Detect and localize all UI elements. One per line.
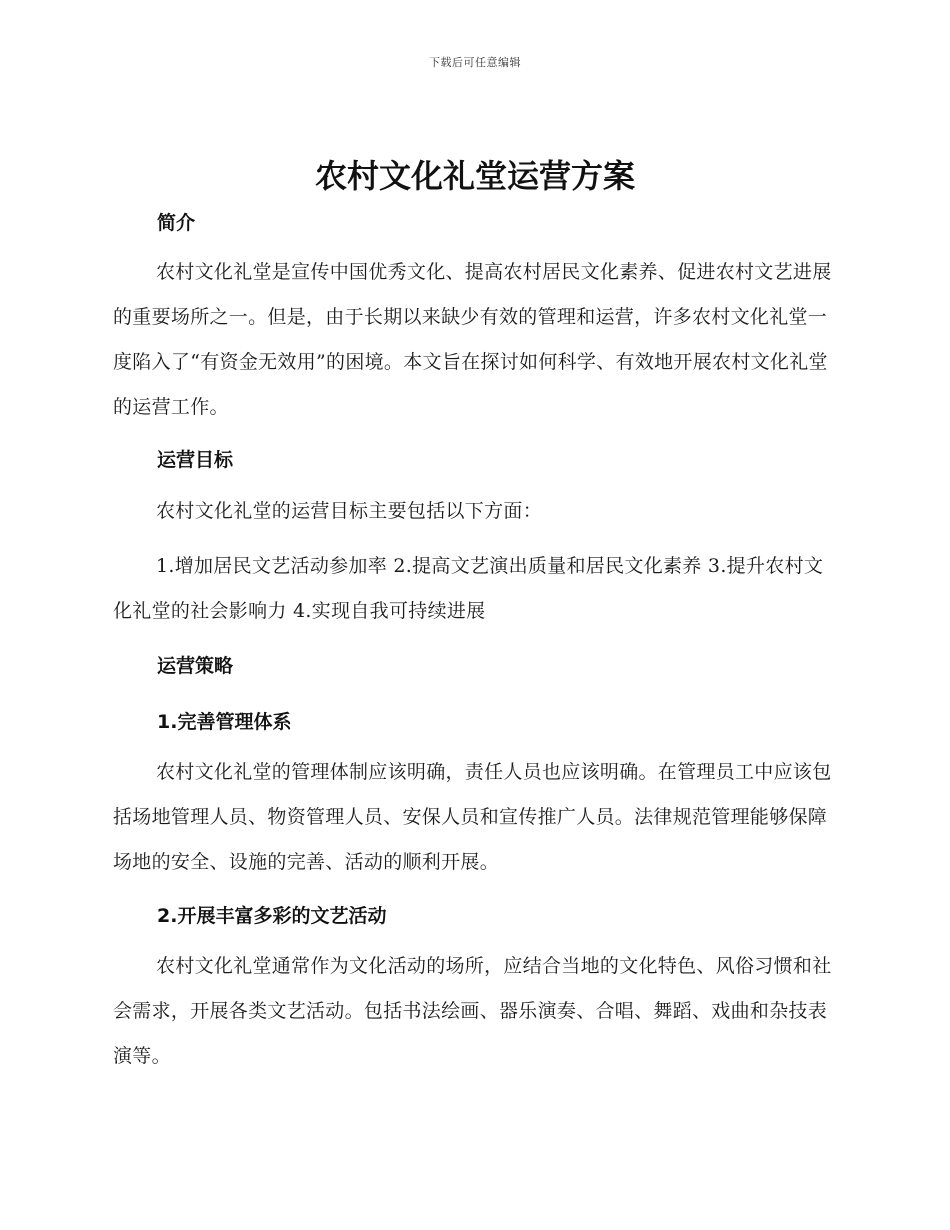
document-title: 农村文化礼堂运营方案 [314, 157, 635, 195]
paragraph-intro: 农村文化礼堂是宣传中国优秀文化、提高农村居民文化素养、促进农村文艺进展的重要场所之一。但是，由于长期以来缺少有效的管理和运营，许多农村文化礼堂一度陷入了“有资金无效用”的困境。本文旨在探讨如何科学、有效地开展农村文化礼堂的运营工作。 [113, 261, 832, 418]
subsection-heading-activities: 2.开展丰富多彩的文艺活动 [157, 905, 387, 927]
section-heading-intro: 简介 [157, 212, 196, 234]
paragraph-goals-intro: 农村文化礼堂的运营目标主要包括以下方面： [156, 500, 543, 522]
header-note: 下载后可任意编辑 [429, 56, 521, 69]
subsection-heading-management: 1.完善管理体系 [157, 711, 292, 733]
paragraph-goals-list: 1.增加居民文艺活动参加率 2.提高文艺演出质量和居民文化素养 3.提升农村文化礼堂的社会影响力 4.实现自我可持续进展 [113, 555, 824, 622]
paragraph-activities: 农村文化礼堂通常作为文化活动的场所，应结合当地的文化特色、风俗习惯和社会需求，开展各类文艺活动。包括书法绘画、器乐演奏、合唱、舞蹈、戏曲和杂技表演等。 [113, 955, 832, 1067]
section-heading-goals: 运营目标 [157, 449, 234, 471]
paragraph-management: 农村文化礼堂的管理体制应该明确，责任人员也应该明确。在管理员工中应该包括场地管理人员、物资管理人员、安保人员和宣传推广人员。法律规范管理能够保障场地的安全、设施的完善、活动的顺利开展。 [113, 761, 832, 873]
section-heading-strategy: 运营策略 [157, 655, 234, 677]
